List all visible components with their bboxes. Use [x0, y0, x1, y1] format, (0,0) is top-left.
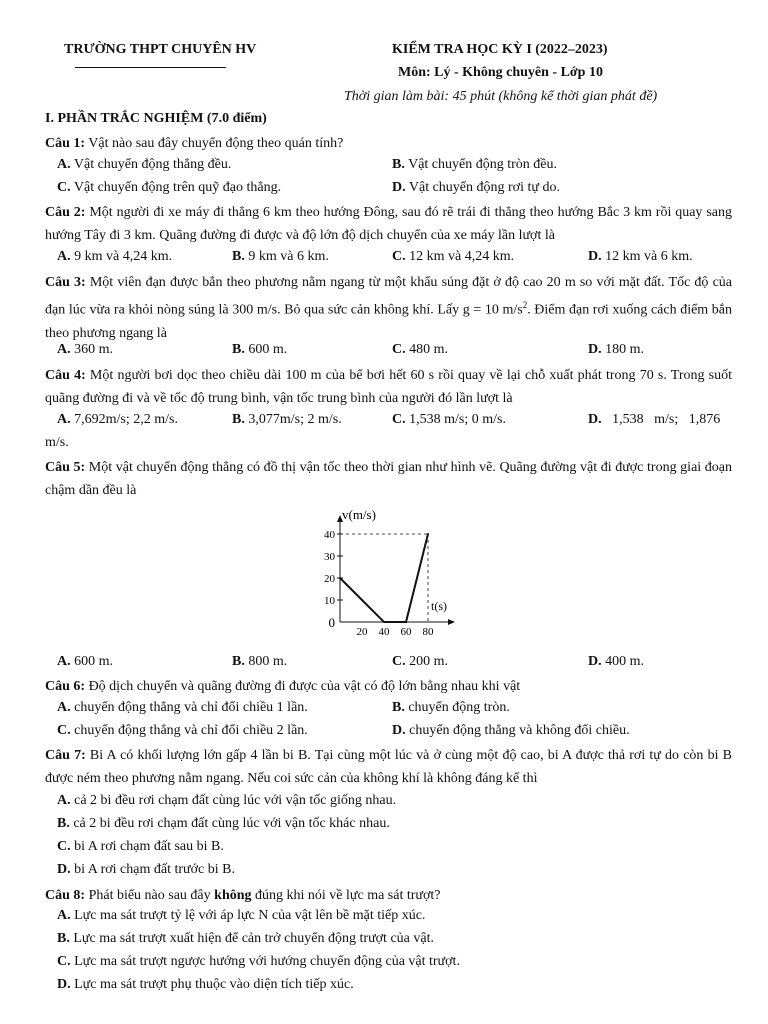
- velocity-series-line: [340, 534, 428, 622]
- data-point-1: [361, 599, 363, 601]
- q8-option-b: B. Lực ma sát trượt xuất hiện để cản trở chuyển động trượt của vật.: [57, 931, 434, 946]
- x-tick-label-40: 40: [378, 626, 390, 638]
- exam-subject: Môn: Lý - Không chuyên - Lớp 10: [398, 65, 603, 80]
- q6-option-d: D. chuyển động thẳng và không đổi chiều.: [392, 723, 630, 738]
- y-axis-label: v(m/s): [342, 507, 376, 522]
- data-point-2: [383, 621, 385, 623]
- x-tick-label-60: 60: [400, 626, 412, 638]
- q4-option-c: C. 1,538 m/s; 0 m/s.: [392, 412, 506, 427]
- question-3: Câu 3: Một viên đạn được bắn theo phương nằm ngang từ một khẩu súng đặt ở độ cao 20 m so với mặt đất. Tốc độ của đạn lúc vừa ra khỏi nòng súng là 300 m/s. Bỏ qua sức cản không khí. Lấy g = 10 $m/s^2$. Điểm đạn rơi xuống cách điểm bắn theo phương ngang là: [45, 275, 733, 341]
- y-tick-label-20: 20: [324, 573, 335, 585]
- q2-option-d: D. 12 km và 6 km.: [588, 249, 693, 264]
- q6-option-c: C. chuyển động thẳng và chỉ đổi chiều 2 lần.: [57, 723, 308, 738]
- y-tick-label-10: 10: [324, 595, 335, 607]
- q7-option-c: C. bi A rơi chạm đất sau bi B.: [57, 839, 224, 854]
- q7-option-b: B. cả 2 bi đều rơi chạm đất cùng lúc với vận tốc khác nhau.: [57, 816, 390, 831]
- section-title: I. PHẦN TRẮC NGHIỆM (7.0 điểm): [45, 111, 267, 126]
- q7-option-d: D. bi A rơi chạm đất trước bi B.: [57, 862, 235, 877]
- q1-option-a: A. Vật chuyển động thẳng đều.: [57, 157, 232, 172]
- q1-option-d: D. Vật chuyển động rơi tự do.: [392, 180, 560, 195]
- exam-title: KIỂM TRA HỌC KỲ I (2022–2023): [392, 42, 608, 57]
- q5-option-d: D. 400 m.: [588, 654, 645, 669]
- q3-option-c: C. 480 m.: [392, 342, 449, 357]
- q2-option-b: B. 9 km và 6 km.: [232, 249, 329, 264]
- q6-option-a: A. chuyển động thẳng và chỉ đổi chiều 1 lần.: [57, 700, 308, 715]
- school-underline: [75, 67, 226, 68]
- school-name: TRƯỜNG THPT CHUYÊN HV: [64, 42, 257, 57]
- question-4: Câu 4: Một người bơi dọc theo chiều dài 100 m của bể bơi hết 60 s rồi quay về lại chỗ xuất phát trong 70 s. Trong suốt quãng đường đi và về tốc độ trung bình, vận tốc trung bình của người đó lần lượt là: [45, 368, 733, 406]
- q4-option-a: A. 7,692m/s; 2,2 m/s.: [57, 412, 178, 427]
- x-axis-arrow: [448, 619, 455, 625]
- q8-option-c: C. Lực ma sát trượt ngược hướng với hướng chuyển động của vật trượt.: [57, 954, 460, 969]
- q6-option-b: B. chuyển động tròn.: [392, 700, 510, 715]
- q1-option-c: C. Vật chuyển động trên quỹ đạo thẳng.: [57, 180, 282, 195]
- x-axis-label: t(s): [431, 599, 447, 613]
- y-tick-label-40: 40: [324, 529, 335, 541]
- question-7: Câu 7: Bi A có khối lượng lớn gấp 4 lần bi B. Tại cùng một lúc và ở cùng một độ cao, bi A được thả rơi tự do còn bi B được ném theo phương nằm ngang. Nếu coi sức cản của không khí là không đáng kể thì: [45, 748, 733, 786]
- q3-option-b: B. 600 m.: [232, 342, 288, 357]
- q5-option-c: C. 200 m.: [392, 654, 449, 669]
- q5-option-a: A. 600 m.: [57, 654, 114, 669]
- data-point-4: [427, 533, 429, 535]
- q3-option-a: A. 360 m.: [57, 342, 114, 357]
- question-6: Câu 6: Độ dịch chuyển và quãng đường đi được của vật có độ lớn bằng nhau khi vật: [45, 679, 521, 694]
- q4-option-d-continued: m/s.: [45, 435, 69, 450]
- q4-option-b: B. 3,077m/s; 2 m/s.: [232, 412, 342, 427]
- q8-option-a: A. Lực ma sát trượt tỷ lệ với áp lực N của vật lên bề mặt tiếp xúc.: [57, 908, 426, 923]
- question-5: Câu 5: Một vật chuyển động thẳng có đồ thị vận tốc theo thời gian như hình vẽ. Quãng đường vật đi được trong giai đoạn chậm dần đều là: [45, 460, 732, 498]
- q8-option-d: D. Lực ma sát trượt phụ thuộc vào diện tích tiếp xúc.: [57, 977, 354, 992]
- q1-option-b: B. Vật chuyển động tròn đều.: [392, 157, 557, 172]
- x-tick-label-80: 80: [422, 626, 434, 638]
- question-8: Câu 8: Phát biểu nào sau đây không đúng khi nói về lực ma sát trượt?: [45, 888, 441, 903]
- q4-option-d: D. 1,538 m/s; 1,876: [588, 412, 721, 427]
- data-point-3: [405, 621, 407, 623]
- y-tick-label-0: 0: [328, 615, 335, 630]
- data-point-0: [339, 577, 341, 579]
- velocity-time-graph: [305, 502, 485, 642]
- q5-option-b: B. 800 m.: [232, 654, 288, 669]
- question-2: Câu 2: Một người đi xe máy đi thẳng 6 km theo hướng Đông, sau đó rẽ trái đi thẳng theo hướng Bắc 3 km rồi quay sang hướng Tây đi 3 km. Quãng đường đi được và độ lớn độ dịch chuyển của xe máy lần lượt là: [45, 205, 732, 243]
- q2-option-c: C. 12 km và 4,24 km.: [392, 249, 515, 264]
- q2-option-a: A. 9 km và 4,24 km.: [57, 249, 173, 264]
- y-tick-label-30: 30: [324, 551, 335, 563]
- x-tick-label-20: 20: [356, 626, 368, 638]
- question-1: Câu 1: Vật nào sau đây chuyển động theo quán tính?: [45, 136, 344, 151]
- q7-option-a: A. cả 2 bi đều rơi chạm đất cùng lúc với vận tốc giống nhau.: [57, 793, 397, 808]
- q3-option-d: D. 180 m.: [588, 342, 645, 357]
- exam-time-note: Thời gian làm bài: 45 phút (không kể thời gian phát đề): [344, 89, 658, 104]
